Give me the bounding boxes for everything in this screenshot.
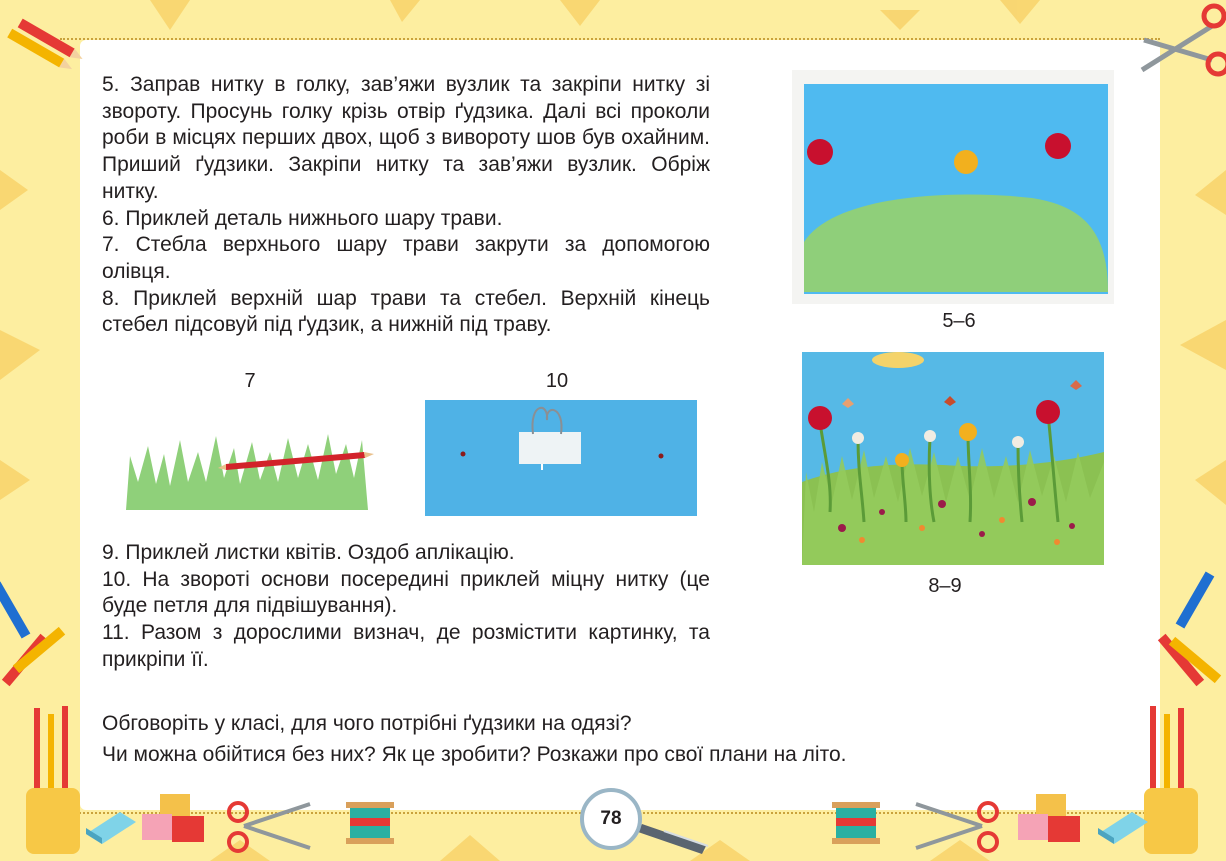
step-5: 5. Заправ нитку в голку, зав’яжи вузлик та закріпи нитку зі звороту. Просунь голку крізь отвір ґудзика. Далі всі проколи роби в місцях перших двох, щоб з вивороту шов був охайним. Приший ґудзики. Закріпи нитку та зав’яжи вузлик. Обріж нитку. [102, 73, 710, 203]
step-10: 10. На звороті основи посередині приклей міцну нитку (це буде петля для підвішування). [102, 567, 710, 618]
step-7: 7. Стебла верхнього шару трави закрути за допомогою олівця. [102, 233, 710, 283]
step-11: 11. Разом з дорослими визнач, де розмістити картинку, та прикріпи її. [102, 621, 710, 671]
photo-steps-5-6 [792, 70, 1114, 304]
scissors-bottom-left-icon [224, 796, 314, 856]
caption-8-9: 8–9 [928, 575, 962, 597]
caption-5-6: 5–6 [942, 310, 976, 332]
pencils-left-middle-icon [0, 560, 80, 700]
photo-step-10 [425, 400, 697, 516]
discussion-line-1: Обговоріть у класі, для чого потрібні ґудзики на одязі? [102, 712, 632, 735]
magnifier-handle-icon [636, 816, 716, 856]
pencils-top-left-icon [0, 10, 90, 90]
caption-7: 7 [244, 370, 256, 392]
photo-steps-8-9 [802, 352, 1104, 565]
discussion-line-2: Чи можна обійтися без них? Як це зробити? Розкажи про свої плани на літо. [102, 743, 847, 766]
eraser-right-icon [1092, 806, 1152, 846]
scissors-top-right-icon [1132, 0, 1226, 80]
instructions-top [102, 72, 710, 339]
step-9: 9. Приклей листки квітів. Оздоб аплікацію. [102, 541, 515, 564]
step-8: 8. Приклей верхній шар трави та стебел. Верхній кінець стебел підсовуй під ґудзик, а нижній під траву. [102, 286, 710, 337]
pencils-right-middle-icon [1150, 560, 1226, 700]
thread-spool-left-icon [340, 798, 400, 848]
instructions-bottom [102, 540, 710, 674]
photo-step-7 [118, 398, 380, 518]
caption-10: 10 [545, 370, 569, 392]
page-number: 78 [580, 788, 642, 850]
scissors-bottom-right-icon [912, 796, 1002, 856]
thread-spool-right-icon [826, 798, 886, 848]
top-dotted-border [60, 38, 1160, 40]
clay-blocks-left-icon [140, 790, 210, 850]
clay-blocks-right-icon [1016, 790, 1086, 850]
discussion-prompt [102, 708, 1022, 770]
eraser-left-icon [80, 806, 140, 846]
step-6: 6. Приклей деталь нижнього шару трави. [102, 206, 503, 230]
